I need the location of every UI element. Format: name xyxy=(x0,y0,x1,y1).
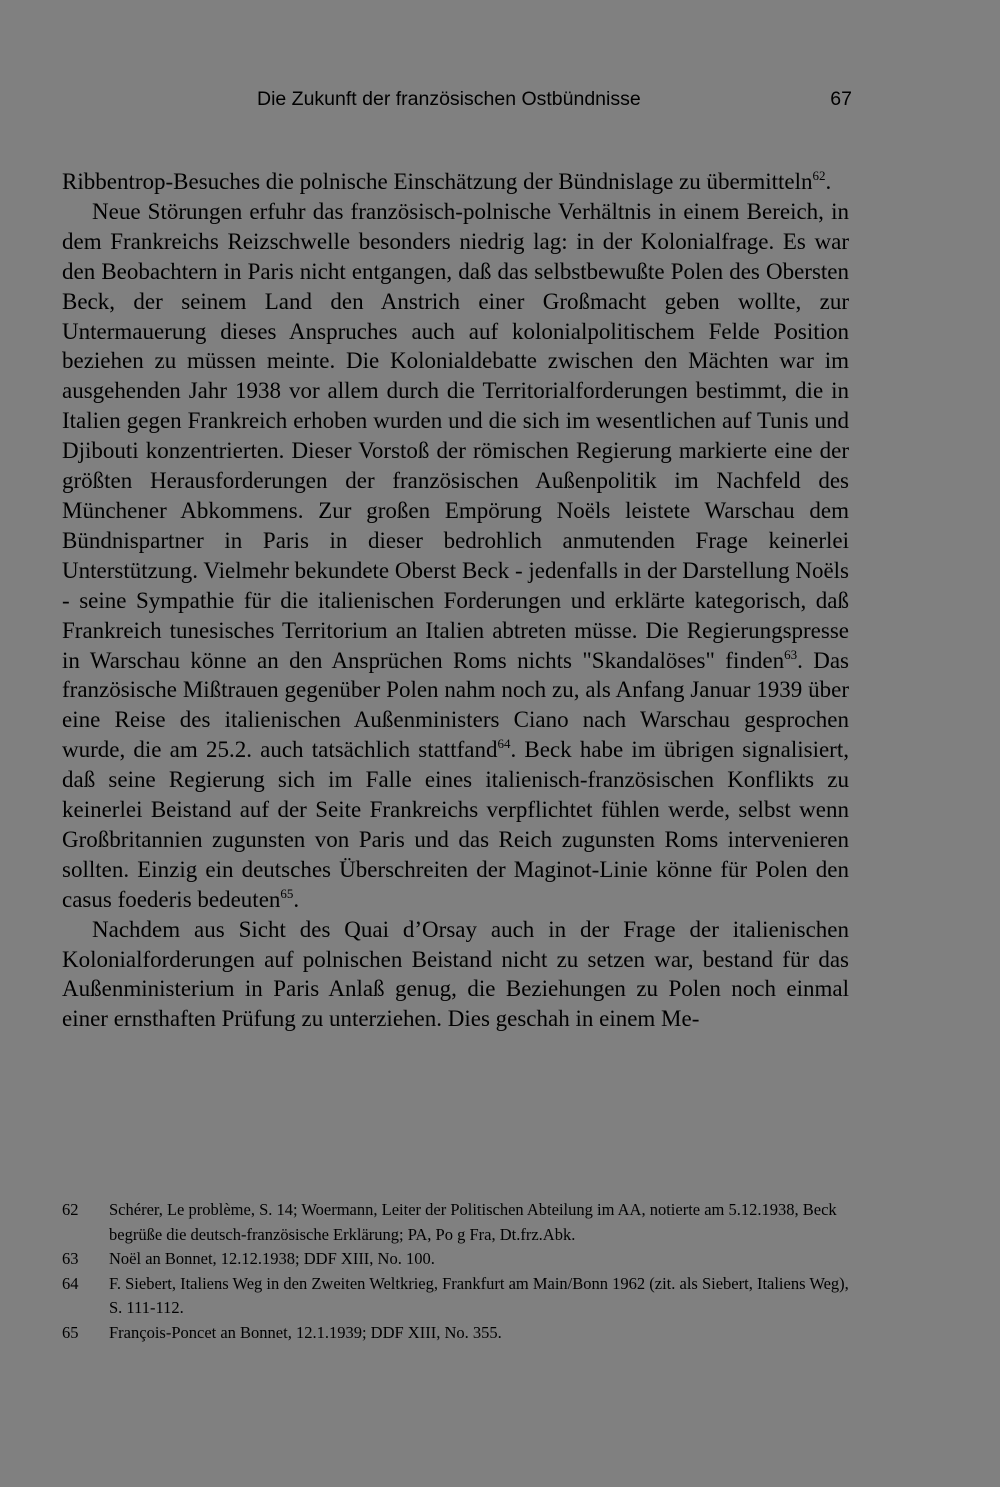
paragraph-2 xyxy=(62,197,849,915)
body-text xyxy=(62,167,849,1034)
paragraph-2-part-4: . xyxy=(293,886,300,912)
footnotes xyxy=(62,1198,852,1345)
paragraph-2-part-1: Neue Störungen erfuhr das französisch-polnische Verhältnis in einem Bereich, in dem Frankreichs Reizschwelle besonders niedrig lag: in der Kolonialfrage. Es war den Beobachtern in Paris nicht entgangen, daß das selbstbewußte Polen des Obersten Beck, der seinem Land den Anstrich einer Großmacht geben wollte, zur Untermauerung dieses Anspruches auch auf kolonialpolitischem Felde Position beziehen zu müssen meinte. Die Kolonialdebatte zwischen den Mächten war im ausgehenden Jahr 1938 vor allem durch die Territorialforderungen bestimmt, die in Italien gegen Frankreich erhoben wurden und die sich im wesentlichen auf Tunis und Djibouti konzentrierten. Dieser Vorstoß der römischen Regierung markierte eine der größten Herausforderungen der französischen Außenpolitik im Nachfeld des Münchener Abkommens. Zur großen Empörung Noëls leistete Warschau dem Bündnispartner in Paris in dieser bedrohlich anmutenden Frage keinerlei Unterstützung. Vielmehr bekundete Oberst Beck - jedenfalls in der Darstellung Noëls - seine Sympathie für die italienischen Forderungen und erklärte kategorisch, daß Frankreich tunesisches Territorium an Italien abtreten müsse. Die Regierungspresse in Warschau könne an den Ansprüchen Roms nichts "Skandalöses" finden xyxy=(62,198,849,673)
footnote-text: Noël an Bonnet, 12.12.1938; DDF XIII, No. 100. xyxy=(109,1249,435,1268)
footnote-text: F. Siebert, Italiens Weg in den Zweiten Weltkrieg, Frankfurt am Main/Bonn 1962 (zit. als Siebert, Italiens Weg), S. 111-112. xyxy=(109,1273,849,1317)
footnote-ref-62: 62 xyxy=(812,168,826,183)
footnote-ref-65: 65 xyxy=(280,885,294,901)
footnote-number: 62 xyxy=(62,1200,79,1219)
paragraph-2-part-2: . Das französische Mißtrauen gegenüber Polen nahm noch zu, als Anfang Januar 1939 über eine Reise des italienischen Außenministers Ciano nach Warschau gesprochen wurde, die am 25.2. auch tatsächlich stattfand xyxy=(62,647,850,763)
running-title: Die Zukunft der französischen Ostbündnisse xyxy=(257,88,641,110)
page-number: 67 xyxy=(830,88,852,110)
footnote-number: 64 xyxy=(62,1273,79,1293)
footnote xyxy=(62,1198,852,1247)
paragraph-1 xyxy=(62,167,849,197)
paragraph-2-part-3: . Beck habe im übrigen signalisiert, daß seine Regierung sich im Falle eines italienisch-französischen Konflikts zu keinerlei Beistand auf der Seite Frankreichs verpflichtet fühlen werde, selbst wenn Großbritannien zugunsten von Paris und das Reich zugunsten Roms intervenieren sollten. Einzig ein deutsches Überschreiten der Maginot-Linie könne für Polen den casus foederis bedeuten xyxy=(62,737,849,912)
paragraph-1-tail: . xyxy=(825,169,832,194)
footnote-number: 65 xyxy=(62,1322,79,1342)
footnote-text: Schérer, Le problème, S. 14; Woermann, Leiter der Politischen Abteilung im AA, notierte am 5.12.1938, Beck begrüße die deutsch-französische Erklärung; PA, Po g Fra, Dt.frz.Abk. xyxy=(109,1200,837,1244)
footnote xyxy=(62,1247,852,1272)
paragraph-1-text: Ribbentrop-Besuches die polnische Einschätzung der Bündnislage zu übermitteln xyxy=(62,169,813,194)
footnote xyxy=(62,1272,852,1321)
footnote xyxy=(62,1321,852,1346)
footnote-ref-64: 64 xyxy=(497,736,511,752)
footnote-ref-63: 63 xyxy=(784,646,798,662)
footnote-number: 63 xyxy=(62,1249,79,1268)
footnote-text: François-Poncet an Bonnet, 12.1.1939; DDF XIII, No. 355. xyxy=(109,1322,502,1342)
paragraph-3: Nachdem aus Sicht des Quai d’Orsay auch in der Frage der italienischen Kolonialforderungen auf polnischen Beistand nicht zu setzen war, bestand für das Außenministerium in Paris Anlaß genug, die Beziehungen zu Polen noch einmal einer ernsthaften Prüfung zu unterziehen. Dies geschah in einem Me- xyxy=(62,916,849,1032)
